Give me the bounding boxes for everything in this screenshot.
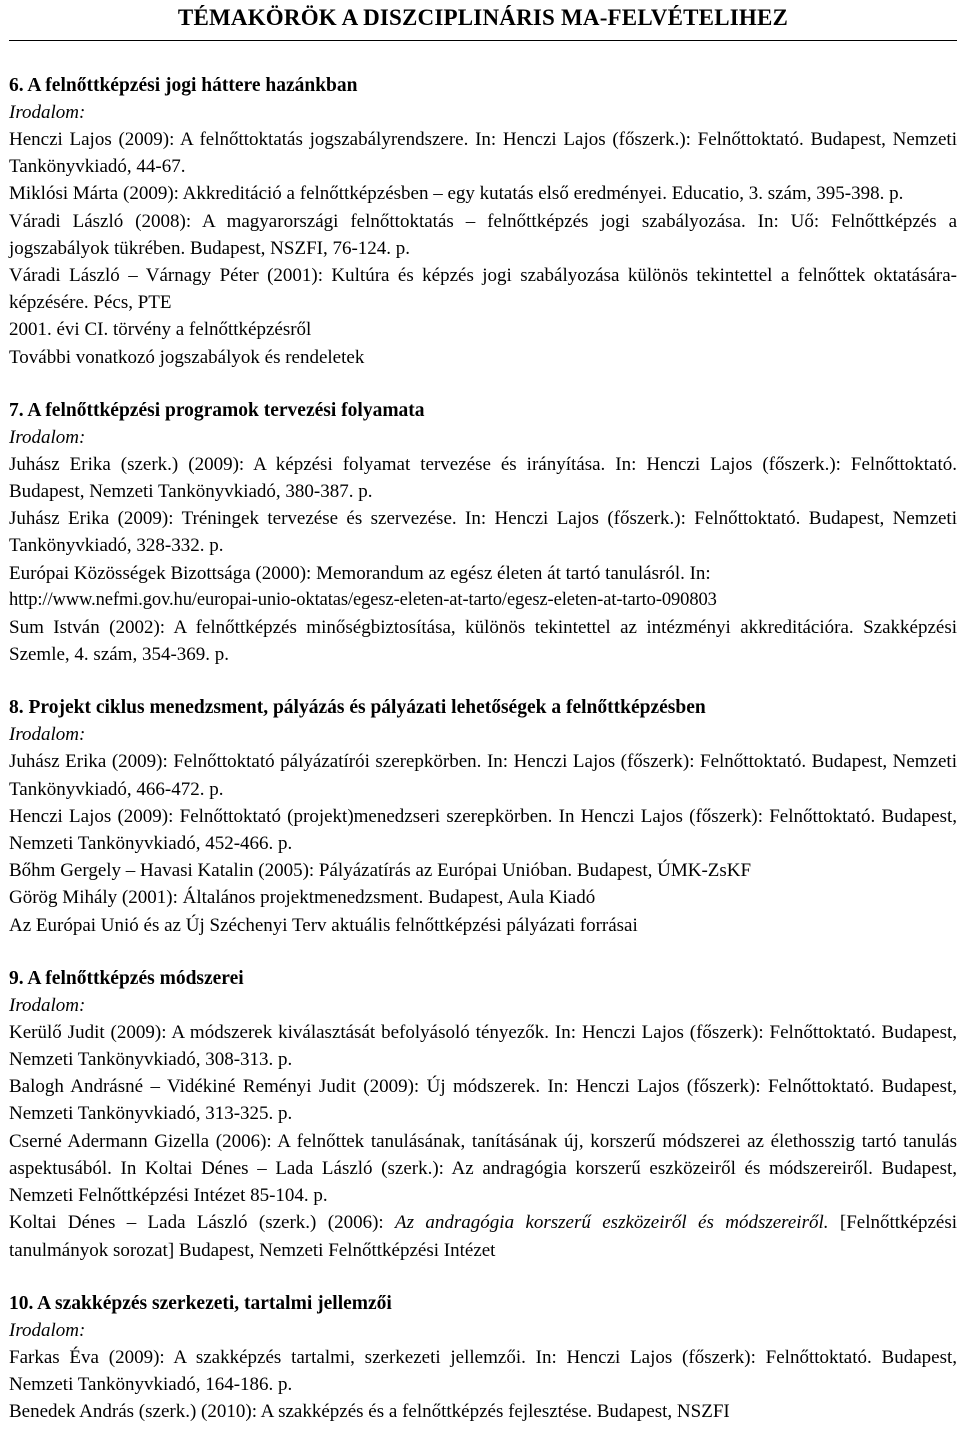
reference-entry: További vonatkozó jogszabályok és rendeletek xyxy=(9,346,365,368)
section-6 xyxy=(9,72,957,371)
reference-entry: Váradi László (2008): A magyarországi felnőttoktatás – felnőttképzés jogi szabályozása. In: Uő: Felnőttképzés a jogszabályok tükrében. Budapest, NSZFI, 76-124. p. xyxy=(9,210,957,259)
section-title: 6. A felnőttképzési jogi háttere hazánkban xyxy=(9,75,358,96)
reference-entry: 2001. évi CI. törvény a felnőttképzésről xyxy=(9,319,312,341)
page-header: TÉMAKÖRÖK A DISZCIPLINÁRIS MA-FELVÉTELIHEZ xyxy=(9,0,957,41)
section-7 xyxy=(9,397,957,669)
section-title: 7. A felnőttképzési programok tervezési folyamata xyxy=(9,399,425,421)
literature-label: Irodalom: xyxy=(9,724,86,746)
reference-entry: Benedek András (szerk.) (2010): A szakképzés és a felnőttképzés fejlesztése. Budapest, NSZFI xyxy=(9,1401,730,1423)
reference-entry: Sum István (2002): A felnőttképzés minőségbiztosítása, különös tekintettel az intézményi akkreditációra. Szakképzési Szemle, 4. szám, 354-369. p. xyxy=(9,617,957,666)
section-9 xyxy=(9,965,957,1264)
reference-entry-italic-title xyxy=(9,1209,957,1263)
reference-entry: Kerülő Judit (2009): A módszerek kiválasztását befolyásoló tényezők. In: Henczi Lajos (főszerk): Felnőttoktató. Budapest, Nemzeti Tankönyvkiadó, 308-313. p. xyxy=(9,1021,957,1071)
reference-entry: Görög Mihály (2001): Általános projektmenedzsment. Budapest, Aula Kiadó xyxy=(9,887,596,909)
document-body xyxy=(9,72,957,1425)
reference-entry: Miklósi Márta (2009): Akkreditáció a felnőttképzésben – egy kutatás első eredményei. Educatio, 3. szám, 395-398. p. xyxy=(9,183,904,205)
document-page xyxy=(9,0,957,1451)
reference-book-title: Az andragógia korszerű eszközeiről és módszereiről. xyxy=(395,1212,829,1234)
literature-label: Irodalom: xyxy=(9,1319,86,1341)
reference-entry: Európai Közösségek Bizottsága (2000): Memorandum az egész életen át tartó tanulásról. In: xyxy=(9,562,711,584)
reference-entry: Henczi Lajos (2009): Felnőttoktató (projekt)menedzseri szerepkörben. In Henczi Lajos (főszerk): Felnőttoktató. Budapest, Nemzeti Tankönyvkiadó, 452-466. p. xyxy=(9,805,957,855)
section-title: 9. A felnőttképzés módszerei xyxy=(9,967,244,989)
literature-label: Irodalom: xyxy=(9,426,86,448)
section-title: 8. Projekt ciklus menedzsment, pályázás és pályázati lehetőségek a felnőttképzésben xyxy=(9,697,706,719)
section-title: 10. A szakképzés szerkezeti, tartalmi jellemzői xyxy=(9,1292,392,1314)
reference-entry: Henczi Lajos (2009): A felnőttoktatás jogszabályrendszere. In: Henczi Lajos (főszerk.): Felnőttoktató. Budapest, Nemzeti Tankönyvkiadó, 44-67. xyxy=(9,129,957,178)
literature-label: Irodalom: xyxy=(9,102,86,123)
reference-entry: Balogh Andrásné – Vidékiné Reményi Judit (2009): Új módszerek. In: Henczi Lajos (főszerk): Felnőttoktató. Budapest, Nemzeti Tankönyvkiadó, 313-325. p. xyxy=(9,1076,957,1125)
reference-entry: Az Európai Unió és az Új Széchenyi Terv aktuális felnőttképzési pályázati forrásai xyxy=(9,914,638,936)
reference-entry: Juhász Erika (szerk.) (2009): A képzési folyamat tervezése és irányítása. In: Henczi Lajos (főszerk.): Felnőttoktató. Budapest, Nemzeti Tankönyvkiadó, 380-387. p. xyxy=(9,453,957,503)
reference-url: http://www.nefmi.gov.hu/europai-unio-oktatas/egesz-eleten-at-tarto/egesz-eleten-at-tarto-090803 xyxy=(9,589,717,610)
reference-entry: Farkas Éva (2009): A szakképzés tartalmi, szerkezeti jellemzői. In: Henczi Lajos (főszerk): Felnőttoktató. Budapest, Nemzeti Tankönyvkiadó, 164-186. p. xyxy=(9,1346,957,1395)
section-8 xyxy=(9,694,957,938)
reference-entry: Juhász Erika (2009): Tréningek tervezése és szervezése. In: Henczi Lajos (főszerk.): Felnőttoktató. Budapest, Nemzeti Tankönyvkiadó, 328-332. p. xyxy=(9,508,957,557)
literature-label: Irodalom: xyxy=(9,994,86,1016)
reference-entry: Váradi László – Várnagy Péter (2001): Kultúra és képzés jogi szabályozása különös tekintettel a felnőttek oktatására-képzésére. Pécs, PTE xyxy=(9,265,957,314)
reference-text: Koltai Dénes – Lada László (szerk.) (2006): xyxy=(9,1212,396,1234)
reference-text: [Felnőttképzési tanulmányok sorozat] Budapest, Nemzeti Felnőttképzési Intézet xyxy=(9,1212,957,1261)
reference-entry: Bőhm Gergely – Havasi Katalin (2005): Pályázatírás az Európai Unióban. Budapest, ÚMK-ZsKF xyxy=(9,860,752,882)
reference-entry: Cserné Adermann Gizella (2006): A felnőttek tanulásának, tanításának új, korszerű módszerei az élethosszig tartó tanulás aspektusából. In Koltai Dénes – Lada László (szerk.): Az andragógia korszerű eszközeiről és módszereiről. Budapest, Nemzeti Felnőttképzési Intézet 85-104. p. xyxy=(9,1130,957,1207)
section-10 xyxy=(9,1290,957,1426)
reference-entry: Juhász Erika (2009): Felnőttoktató pályázatírói szerepkörben. In: Henczi Lajos (főszerk): Felnőttoktató. Budapest, Nemzeti Tankönyvkiadó, 466-472. p. xyxy=(9,751,957,800)
